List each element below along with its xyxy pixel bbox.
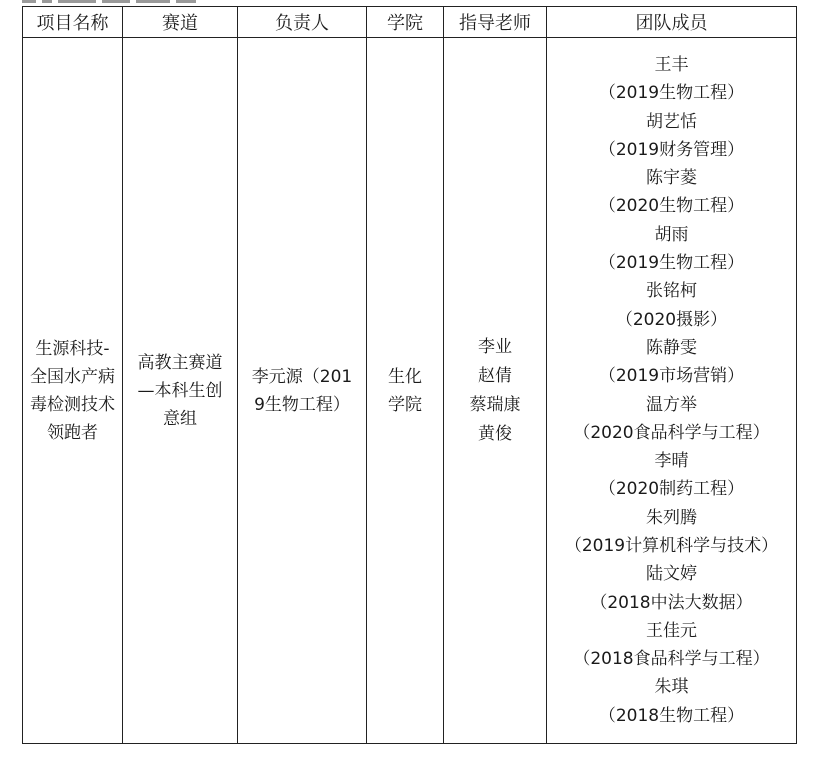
member-name: 胡艺恬: [646, 111, 697, 132]
member-name: 胡雨: [654, 224, 689, 245]
header-advisors: 指导老师: [444, 7, 547, 38]
member-name: 朱列腾: [646, 507, 697, 528]
member-name: 王丰: [654, 54, 689, 75]
project-name-cell: [23, 38, 123, 744]
member-name: 温方举: [646, 394, 697, 415]
table-row: [23, 38, 797, 744]
member-list: [547, 51, 796, 730]
header-track: 赛道: [123, 7, 238, 38]
member-name: 朱琪: [654, 677, 689, 698]
member-info: （2020摄影）: [615, 309, 728, 330]
member-info: （2019市场营销）: [598, 366, 745, 387]
member-name: 王佳元: [646, 620, 697, 641]
advisor-name: 李业: [478, 336, 512, 357]
advisor-name: 黄俊: [478, 423, 512, 444]
member-name: 张铭柯: [646, 281, 697, 302]
member-name: 陈静雯: [646, 337, 697, 358]
team-members-cell: [547, 38, 797, 744]
member-info: （2020生物工程）: [598, 196, 745, 217]
track-cell: [123, 38, 238, 744]
member-info: （2020制药工程）: [598, 479, 745, 500]
member-name: 李晴: [654, 451, 689, 472]
member-name: 陆文婷: [646, 564, 697, 585]
advisor-name: 赵倩: [478, 365, 512, 386]
member-info: （2019财务管理）: [598, 139, 745, 160]
advisors-cell: [444, 38, 547, 744]
team-roster-table: [22, 6, 797, 744]
advisor-name: 蔡瑞康: [469, 394, 521, 415]
member-info: （2018食品科学与工程）: [573, 649, 770, 670]
header-college: 学院: [367, 7, 444, 38]
header-leader: 负责人: [238, 7, 367, 38]
member-name: 陈宇菱: [646, 168, 697, 189]
cropped-heading-fragment: [22, 0, 242, 5]
leader-name: 李元源（2019生物工程）: [251, 366, 353, 415]
member-info: （2018中法大数据）: [590, 592, 753, 613]
table-header-row: [23, 7, 797, 38]
header-project-name: 项目名称: [23, 7, 123, 38]
project-name: 生源科技-全国水产病毒检测技术领跑者: [30, 338, 115, 443]
member-info: （2019生物工程）: [598, 253, 745, 274]
college-name: 生化学院: [388, 366, 422, 415]
member-info: （2019计算机科学与技术）: [564, 535, 779, 556]
header-team-members: 团队成员: [547, 7, 797, 38]
member-info: （2020食品科学与工程）: [573, 422, 770, 443]
member-info: （2019生物工程）: [598, 83, 745, 104]
college-cell: [367, 38, 444, 744]
track-name: 高教主赛道—本科生创意组: [137, 352, 223, 429]
member-info: （2018生物工程）: [598, 705, 745, 726]
leader-cell: [238, 38, 367, 744]
